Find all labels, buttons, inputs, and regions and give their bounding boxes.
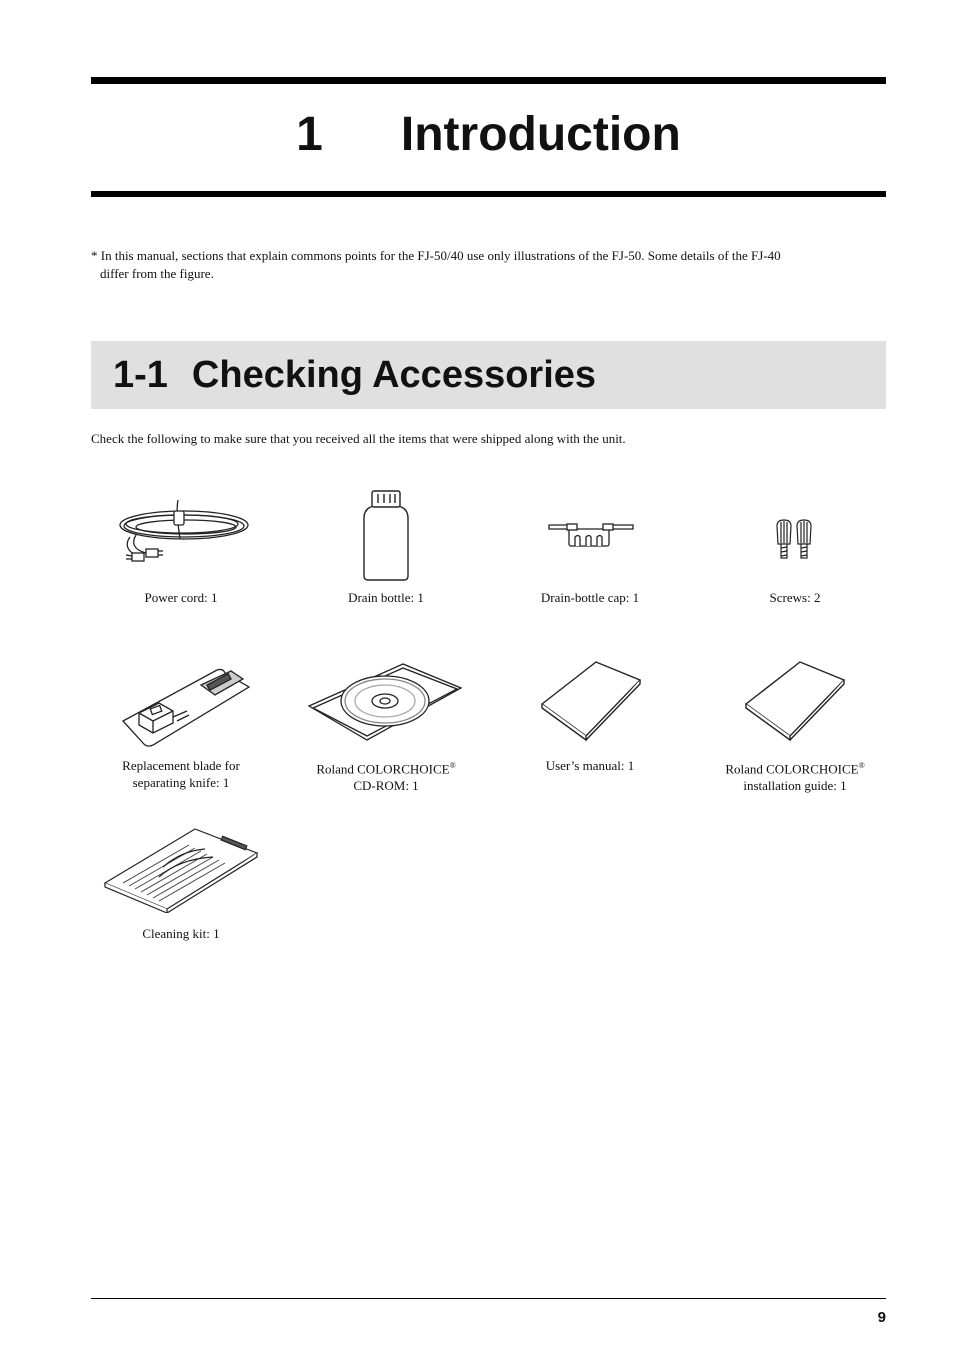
item-label-installation-guide bbox=[695, 757, 895, 794]
chapter-heading bbox=[91, 105, 886, 165]
intro-paragraph: Check the following to make sure that you received all the items that were shipped along with the unit. bbox=[91, 431, 626, 446]
chapter-title: Introduction bbox=[400, 108, 681, 161]
section-number: 1-1 bbox=[113, 354, 168, 396]
cleaning-kit-icon bbox=[101, 825, 261, 913]
power-cord-illustration bbox=[86, 495, 276, 570]
note-paragraph bbox=[91, 247, 881, 283]
registered-mark: ® bbox=[449, 761, 456, 770]
section-heading bbox=[113, 350, 596, 400]
drain-bottle-cap-icon bbox=[543, 515, 639, 551]
cd-rom-illustration bbox=[290, 658, 480, 746]
users-manual-illustration bbox=[496, 658, 686, 742]
replacement-blade-icon bbox=[111, 665, 251, 750]
label-line-2: installation guide: 1 bbox=[743, 778, 847, 794]
footer-rule bbox=[91, 1298, 886, 1299]
top-rule bbox=[91, 77, 886, 84]
cleaning-kit-illustration bbox=[86, 825, 276, 913]
replacement-blade-illustration bbox=[86, 665, 276, 750]
power-cord-icon bbox=[106, 495, 256, 570]
label-line-2: separating knife: 1 bbox=[132, 775, 230, 790]
installation-guide-icon bbox=[740, 658, 850, 742]
label-line-1: Roland COLORCHOICE bbox=[316, 761, 450, 777]
item-label-replacement-blade bbox=[81, 757, 281, 791]
page-number: 9 bbox=[877, 1309, 886, 1326]
item-label-screws: Screws: 2 bbox=[769, 590, 821, 605]
item-label-users-manual: User’s manual: 1 bbox=[545, 758, 635, 773]
drain-bottle-illustration bbox=[291, 488, 481, 583]
item-label-drain-bottle-cap: Drain-bottle cap: 1 bbox=[540, 590, 640, 605]
label-line-2: CD-ROM: 1 bbox=[353, 778, 419, 794]
drain-bottle-cap-illustration bbox=[496, 515, 686, 551]
registered-mark: ® bbox=[858, 761, 865, 770]
item-label-cd-rom bbox=[286, 757, 486, 794]
note-line-1: * In this manual, sections that explain commons points for the FJ-50/40 use only illustrations of the FJ-50. Some details of the FJ-40 bbox=[91, 248, 781, 263]
cd-rom-icon bbox=[303, 658, 467, 746]
item-label-power-cord: Power cord: 1 bbox=[144, 590, 218, 605]
section-title: Checking Accessories bbox=[191, 354, 597, 396]
item-label-cleaning-kit: Cleaning kit: 1 bbox=[142, 926, 220, 941]
label-line-1: Roland COLORCHOICE bbox=[725, 761, 859, 777]
item-label-drain-bottle: Drain bottle: 1 bbox=[348, 590, 424, 605]
installation-guide-illustration bbox=[700, 658, 890, 742]
users-manual-icon bbox=[536, 658, 646, 742]
drain-bottle-icon bbox=[356, 488, 416, 583]
label-line-1: Replacement blade for bbox=[122, 758, 240, 773]
screws-illustration bbox=[700, 518, 890, 564]
note-line-2: differ from the figure. bbox=[100, 266, 214, 281]
screws-icon bbox=[770, 518, 820, 564]
chapter-underline-rule bbox=[91, 191, 886, 197]
chapter-number: 1 bbox=[296, 108, 323, 161]
